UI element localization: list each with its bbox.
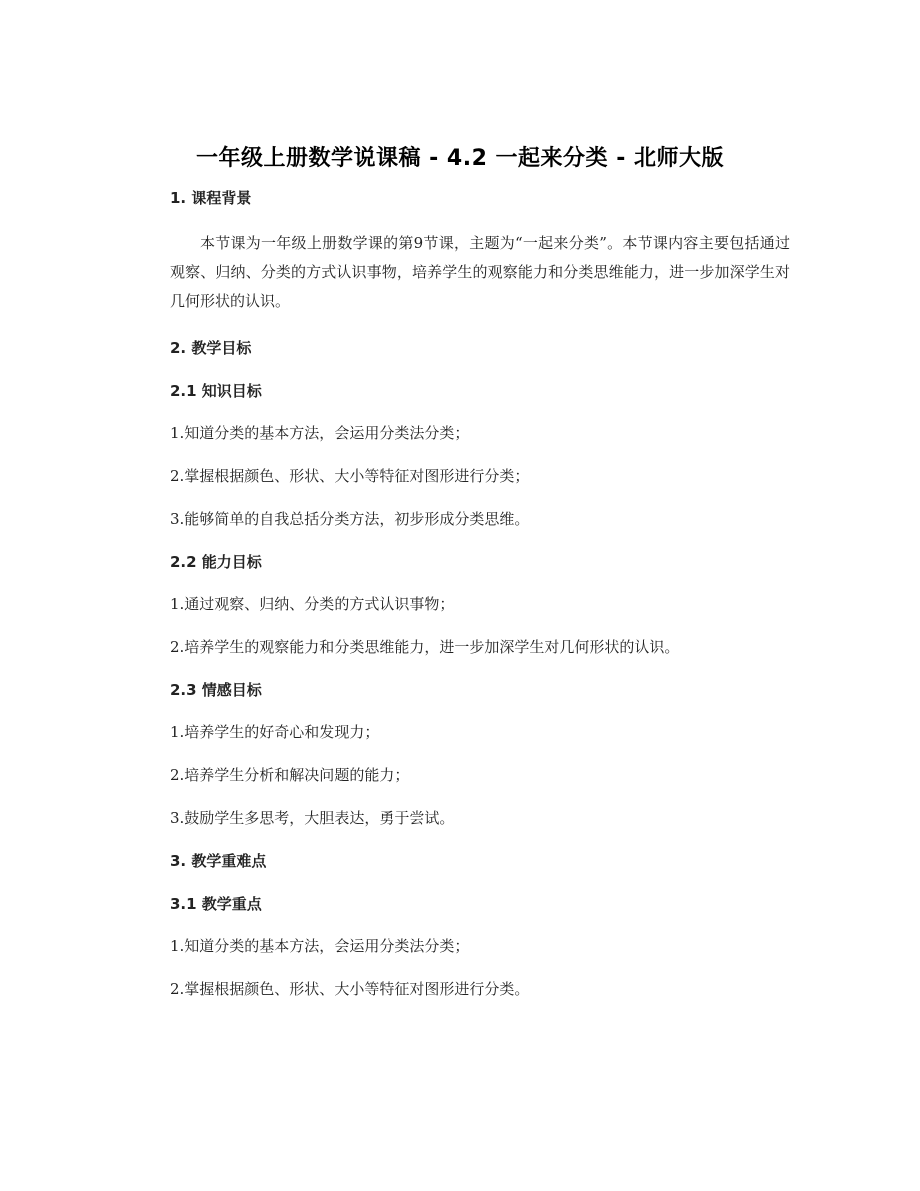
list-item: 1.知道分类的基本方法，会运用分类法分类； <box>170 424 470 442</box>
section-heading-background: 1. 课程背景 <box>170 189 252 207</box>
section-heading-key-points: 3. 教学重难点 <box>170 852 267 870</box>
list-item: 3.能够简单的自我总括分类方法，初步形成分类思维。 <box>170 510 530 528</box>
list-item: 3.鼓励学生多思考，大胆表达，勇于尝试。 <box>170 809 455 827</box>
list-item: 2.掌握根据颜色、形状、大小等特征对图形进行分类； <box>170 467 530 485</box>
document-title: 一年级上册数学说课稿 - 4.2 一起来分类 - 北师大版 <box>195 146 725 171</box>
list-item: 2.培养学生分析和解决问题的能力； <box>170 766 410 784</box>
list-item: 2.培养学生的观察能力和分类思维能力，进一步加深学生对几何形状的认识。 <box>170 638 680 656</box>
list-item: 2.掌握根据颜色、形状、大小等特征对图形进行分类。 <box>170 980 530 998</box>
section-heading-objectives: 2. 教学目标 <box>170 339 252 357</box>
list-item: 1.培养学生的好奇心和发现力； <box>170 723 380 741</box>
list-item: 1.通过观察、归纳、分类的方式认识事物； <box>170 595 455 613</box>
background-paragraph: 本节课为一年级上册数学课的第9节课，主题为“一起来分类”。本节课内容主要包括通过观察、归纳、分类的方式认识事物，培养学生的观察能力和分类思维能力，进一步加深学生对几何形状的认识。 <box>170 234 790 310</box>
subsection-heading-knowledge: 2.1 知识目标 <box>170 382 262 400</box>
subsection-heading-emotion: 2.3 情感目标 <box>170 681 262 699</box>
subsection-heading-teaching-focus: 3.1 教学重点 <box>170 895 262 913</box>
list-item: 1.知道分类的基本方法，会运用分类法分类； <box>170 937 470 955</box>
subsection-heading-ability: 2.2 能力目标 <box>170 553 262 571</box>
